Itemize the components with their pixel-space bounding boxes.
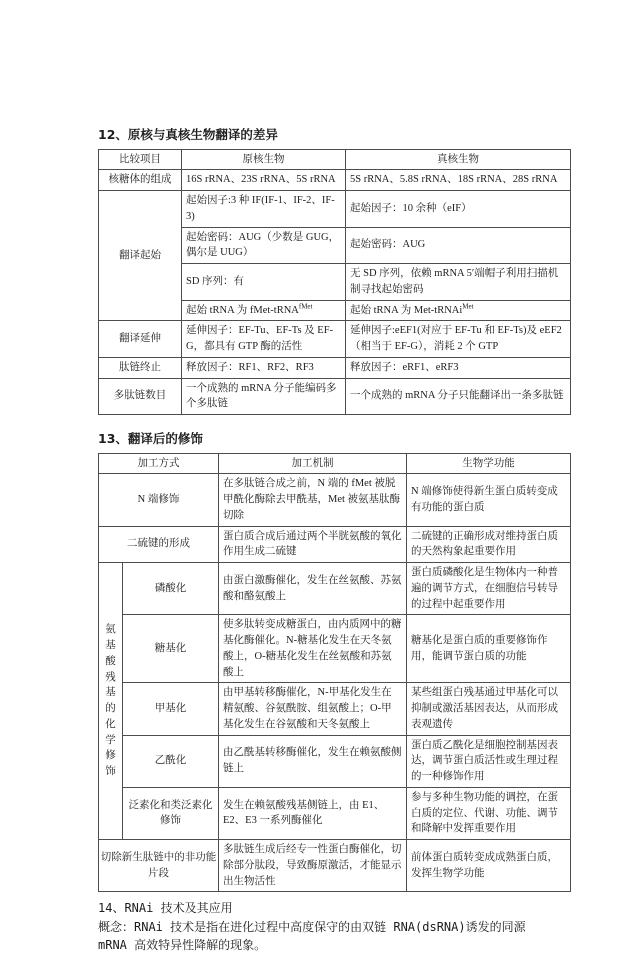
trna-text: 起始 tRNA 为 fMet-tRNA xyxy=(186,304,299,316)
table-row-initiation-factor xyxy=(99,191,571,228)
rnai-concept-line2: mRNA 高效特异性降解的现象。 xyxy=(98,938,267,953)
table-cell xyxy=(182,300,346,321)
row-label: 核糖体的组成 xyxy=(99,170,182,191)
trna-text: 起始 tRNA 为 Met-tRNAi xyxy=(350,304,463,316)
table-cell: 使多肽转变成糖蛋白，由内质网中的糖基化酶催化。N-糖基化发生在天冬氨酸上，O-糖基化发生在丝氨酸和苏氨酸上 xyxy=(219,615,407,683)
section13-heading: 13、翻译后的修饰 xyxy=(98,431,203,446)
table-cell: 延伸因子:eEF1(对应于 EF-Tu 和 EF-Ts)及 eEF2（相当于 EF-G），消耗 2 个 GTP xyxy=(346,321,571,358)
table-cell: 起始因子:3 种 IF(IF-1、IF-2、IF-3) xyxy=(182,191,346,228)
column-header: 加工方式 xyxy=(99,453,219,474)
table-cell: 发生在赖氨酸残基侧链上，由 E1、E2、E3 一系列酶催化 xyxy=(219,787,407,839)
column-header: 比较项目 xyxy=(99,149,182,170)
table-cell: 由甲基转移酶催化，N-甲基化发生在精氨酸、谷氨酰胺、组氨酸上；O-甲基化发生在谷氨酸和天冬氨酸上 xyxy=(219,683,407,735)
row-label: 二硫键的形成 xyxy=(99,526,219,563)
row-label: 翻译延伸 xyxy=(99,321,182,358)
table-cell: 延伸因子：EF-Tu、EF-Ts 及 EF-G，都具有 GTP 酶的活性 xyxy=(182,321,346,358)
translation-differences-table xyxy=(98,149,571,416)
post-translation-modification-table xyxy=(98,453,571,893)
table-cell: 蛋白质磷酸化是生物体内一种普遍的调节方式，在细胞信号转导的过程中起重要作用 xyxy=(407,563,571,615)
table-header-row xyxy=(99,453,571,474)
table-row-acetylation xyxy=(99,735,571,787)
row-label: 翻译起始 xyxy=(99,191,182,321)
table-row-methylation xyxy=(99,683,571,735)
table-row-phosphorylation xyxy=(99,563,571,615)
column-header: 加工机制 xyxy=(219,453,407,474)
table-row-glycosylation xyxy=(99,615,571,683)
table-cell: SD 序列：有 xyxy=(182,264,346,301)
table-cell: 某些组蛋白残基通过甲基化可以抑制或激活基因表达，从而形成表观遗传 xyxy=(407,683,571,735)
column-header: 真核生物 xyxy=(346,149,571,170)
row-label: 乙酰化 xyxy=(123,735,219,787)
table-cell: 起始密码：AUG（少数是 GUG，偶尔是 UUG） xyxy=(182,227,346,264)
table-cell: 释放因子：RF1、RF2、RF3 xyxy=(182,357,346,378)
row-label: 多肽链数目 xyxy=(99,378,182,415)
table-cell: 一个成熟的 mRNA 分子能编码多个多肽链 xyxy=(182,378,346,415)
row-label: 肽链终止 xyxy=(99,357,182,378)
table-header-row xyxy=(99,149,571,170)
section14-rnai xyxy=(98,899,572,955)
table-cell: 前体蛋白质转变成成熟蛋白质，发挥生物学功能 xyxy=(407,840,571,892)
table-cell: 多肽链生成后经专一性蛋白酶催化，切除部分肽段，导致酶原激活，才能显示出生物活性 xyxy=(219,840,407,892)
rnai-concept-line1: 概念：RNAi 技术是指在进化过程中高度保守的由双链 RNA(dsRNA)诱发的同源 xyxy=(98,919,526,934)
table-cell: 二硫键的正确形成对维持蛋白质的天然构象起重要作用 xyxy=(407,526,571,563)
row-label: 泛素化和类泛素化修饰 xyxy=(123,787,219,839)
row-label: N 端修饰 xyxy=(99,474,219,526)
table-row-cleavage xyxy=(99,840,571,892)
table-cell: 蛋白质乙酰化是细胞控制基因表达，调节蛋白质活性或生理过程的一种修饰作用 xyxy=(407,735,571,787)
table-cell: 起始因子：10 余种（eIF） xyxy=(346,191,571,228)
table-cell: 由蛋白激酶催化，发生在丝氨酸、苏氨酸和酪氨酸上 xyxy=(219,563,407,615)
column-header: 生物学功能 xyxy=(407,453,571,474)
table-cell: 16S rRNA、23S rRNA、5S rRNA xyxy=(182,170,346,191)
trna-superscript: fMet xyxy=(298,302,313,310)
table-cell: 一个成熟的 mRNA 分子只能翻译出一条多肽链 xyxy=(346,378,571,415)
table-cell: N 端修饰使得新生蛋白质转变成有功能的蛋白质 xyxy=(407,474,571,526)
column-header: 原核生物 xyxy=(182,149,346,170)
table-row-polypeptide-count xyxy=(99,378,571,415)
table-row-disulfide xyxy=(99,526,571,563)
table-cell: 无 SD 序列，依赖 mRNA 5′端帽子利用扫描机制寻找起始密码 xyxy=(346,264,571,301)
row-label: 磷酸化 xyxy=(123,563,219,615)
table-cell: 由乙酰基转移酶催化，发生在赖氨酸侧链上 xyxy=(219,735,407,787)
table-cell: 5S rRNA、5.8S rRNA、18S rRNA、28S rRNA xyxy=(346,170,571,191)
table-row-n-terminal xyxy=(99,474,571,526)
group-label-vertical: 氨基酸残基的化学修饰 xyxy=(99,563,123,840)
section12-heading: 12、原核与真核生物翻译的差异 xyxy=(98,127,278,142)
table-cell: 释放因子：eRF1、eRF3 xyxy=(346,357,571,378)
table-cell xyxy=(346,300,571,321)
table-cell: 起始密码：AUG xyxy=(346,227,571,264)
table-cell: 参与多种生物功能的调控，在蛋白质的定位、代谢、功能、调节和降解中发挥重要作用 xyxy=(407,787,571,839)
table-row-ubiquitination xyxy=(99,787,571,839)
table-cell: 糖基化是蛋白质的重要修饰作用，能调节蛋白质的功能 xyxy=(407,615,571,683)
table-cell: 蛋白质合成后通过两个半胱氨酸的氧化作用生成二硫键 xyxy=(219,526,407,563)
row-label: 甲基化 xyxy=(123,683,219,735)
row-label: 糖基化 xyxy=(123,615,219,683)
table-cell: 在多肽链合成之前，N 端的 fMet 被脱甲酰化酶除去甲酰基，Met 被氨基肽酶切除 xyxy=(219,474,407,526)
row-label: 切除新生肽链中的非功能片段 xyxy=(99,840,219,892)
trna-superscript: Met xyxy=(462,302,474,310)
table-row-ribosome xyxy=(99,170,571,191)
table-row-elongation xyxy=(99,321,571,358)
section14-heading: 14、RNAi 技术及其应用 xyxy=(98,901,233,916)
table-row-termination xyxy=(99,357,571,378)
